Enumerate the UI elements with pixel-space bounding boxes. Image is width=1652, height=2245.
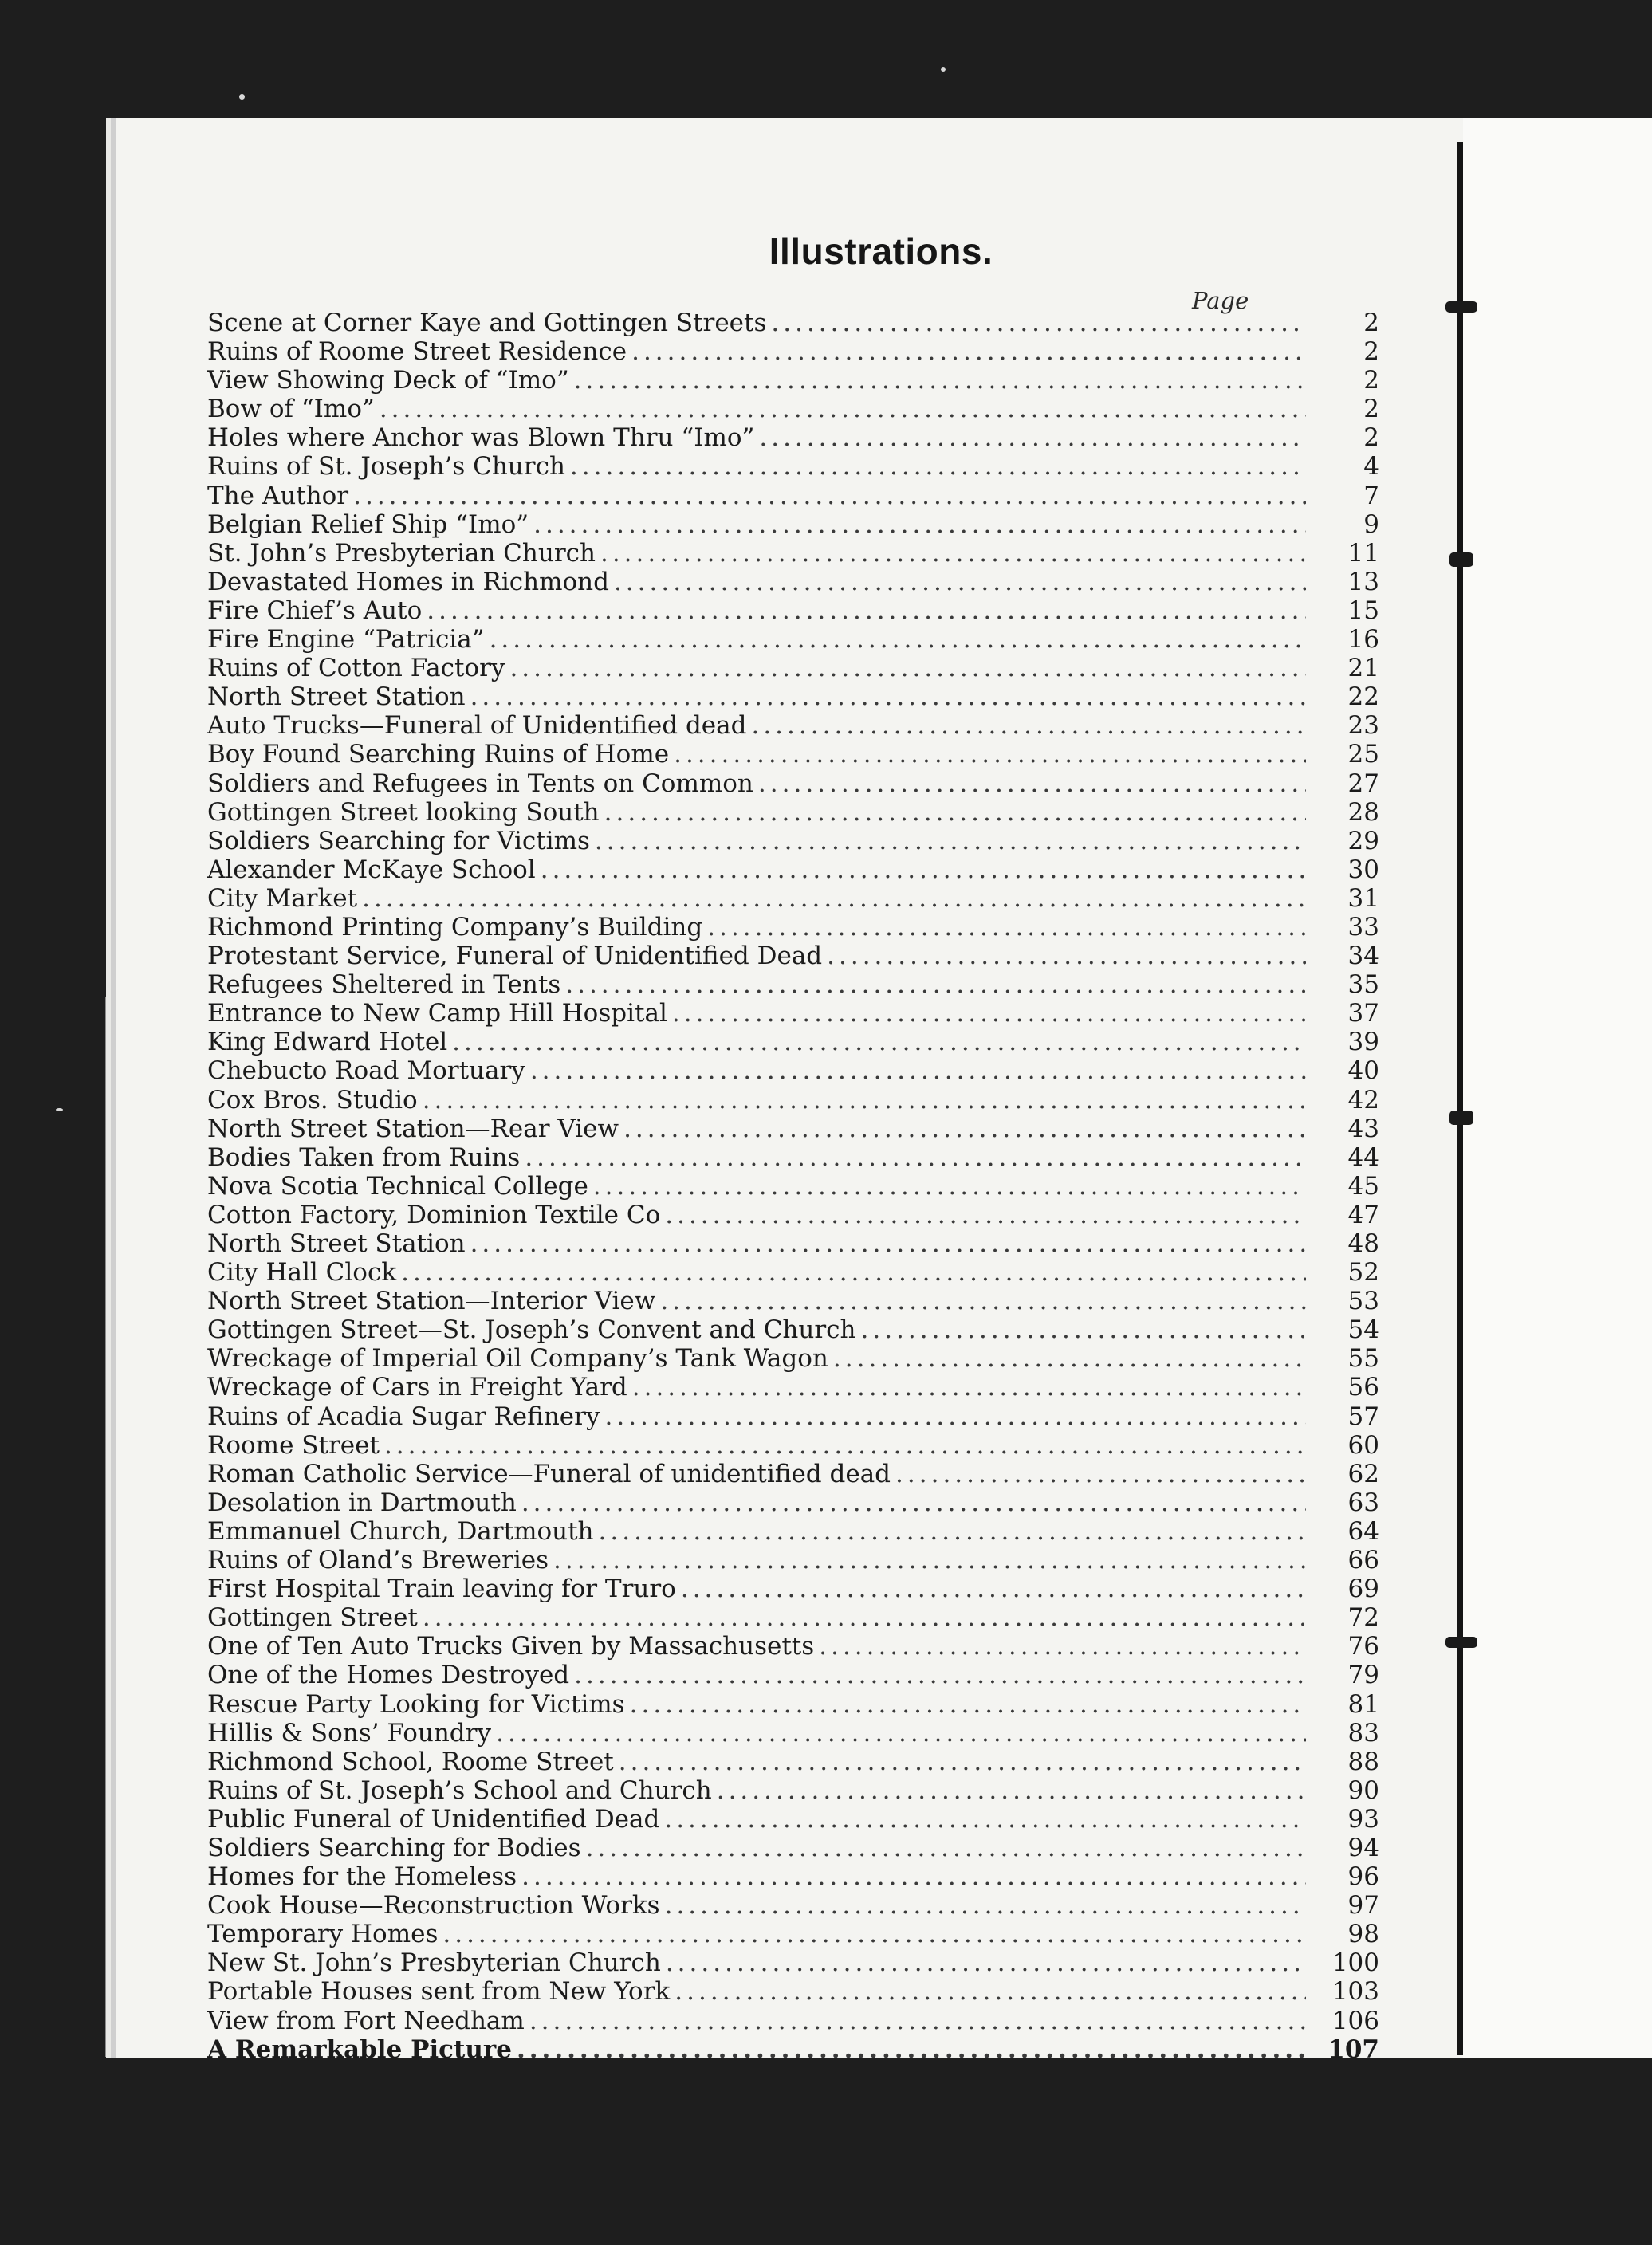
dot-leader: [565, 970, 1306, 999]
list-item: [207, 1862, 1379, 1891]
page-number: 37: [1347, 999, 1379, 1028]
list-item: [207, 913, 1379, 942]
page-number: 43: [1347, 1114, 1379, 1143]
dot-leader: [666, 1948, 1306, 1977]
dot-leader: [614, 568, 1306, 596]
list-item: [207, 423, 1379, 452]
dot-leader: [442, 1920, 1306, 1948]
page-number: 31: [1347, 883, 1379, 913]
list-item: [207, 1517, 1379, 1546]
page-number: 25: [1347, 740, 1379, 769]
list-item: [207, 337, 1379, 366]
list-item: [207, 1287, 1379, 1315]
illustration-title: Cotton Factory, Dominion Textile Co: [207, 1200, 661, 1229]
illustration-title: St. John’s Presbyterian Church: [207, 538, 596, 568]
page-number: 96: [1347, 1862, 1379, 1892]
adjacent-page: [1463, 118, 1652, 2058]
list-item: [207, 1661, 1379, 1689]
page-number: 98: [1347, 1920, 1379, 1949]
dot-leader: [586, 1834, 1306, 1862]
book-page: [116, 118, 1652, 2064]
page-number: 90: [1347, 1775, 1379, 1805]
illustration-title: Emmanuel Church, Dartmouth: [207, 1516, 594, 1546]
dot-leader: [751, 711, 1306, 740]
illustration-title: A Remarkable Picture: [207, 2035, 512, 2064]
illustration-title: One of the Homes Destroyed: [207, 1661, 570, 1690]
illustration-title: North Street Station—Interior View: [207, 1287, 656, 1316]
dot-leader: [541, 855, 1306, 884]
list-item: [207, 1115, 1379, 1143]
list-item: [207, 884, 1379, 913]
page-number: 103: [1331, 1977, 1379, 2007]
list-item: [207, 855, 1379, 884]
list-item: [207, 1028, 1379, 1056]
list-item: [207, 1977, 1379, 2006]
dot-leader: [423, 1086, 1306, 1115]
list-item: [207, 1805, 1379, 1834]
list-item: [207, 942, 1379, 970]
list-item: [207, 1834, 1379, 1862]
page-number: 13: [1347, 567, 1379, 596]
dot-leader: [530, 1056, 1306, 1085]
page-title: Illustrations.: [769, 230, 993, 272]
dot-leader: [470, 1229, 1306, 1258]
page-number: 4: [1363, 452, 1379, 482]
dot-leader: [771, 309, 1306, 337]
page-number: 107: [1328, 2035, 1379, 2064]
dot-leader: [595, 827, 1306, 855]
illustration-title: Devastated Homes in Richmond: [207, 567, 609, 596]
page-number: 44: [1347, 1142, 1379, 1172]
illustration-title: Rescue Party Looking for Victims: [207, 1689, 625, 1719]
illustration-title: Gottingen Street—St. Joseph’s Convent and Church: [207, 1315, 856, 1345]
page-number: 21: [1347, 654, 1379, 683]
page-number: 93: [1347, 1804, 1379, 1834]
page-number: 2: [1363, 395, 1379, 424]
page-number: 57: [1347, 1402, 1379, 1431]
dot-leader: [895, 1460, 1306, 1488]
list-item: [207, 1603, 1379, 1632]
dot-leader: [759, 423, 1306, 452]
illustration-title: Roman Catholic Service—Funeral of unidentified dead: [207, 1459, 891, 1488]
dot-leader: [758, 769, 1306, 798]
list-item: [207, 1690, 1379, 1719]
page-number: 11: [1347, 538, 1379, 568]
illustration-title: First Hospital Train leaving for Truro: [207, 1575, 676, 1604]
page-number: 34: [1347, 942, 1379, 971]
dust-speck: [56, 1108, 63, 1111]
list-item: [207, 1258, 1379, 1287]
page-number: 33: [1347, 912, 1379, 942]
list-item: [207, 366, 1379, 395]
illustration-title: Desolation in Dartmouth: [207, 1488, 517, 1517]
page-number: 28: [1347, 797, 1379, 827]
page-number: 79: [1347, 1661, 1379, 1690]
illustration-title: Belgian Relief Ship “Imo”: [207, 509, 529, 539]
illustration-title: Cook House—Reconstruction Works: [207, 1891, 660, 1921]
list-item: [207, 1143, 1379, 1172]
illustration-title: Ruins of Acadia Sugar Refinery: [207, 1402, 600, 1431]
list-item: [207, 1748, 1379, 1776]
dot-leader: [574, 366, 1306, 395]
list-item: [207, 999, 1379, 1028]
list-item: [207, 1891, 1379, 1920]
illustration-title: One of Ten Auto Trucks Given by Massachusetts: [207, 1632, 815, 1661]
illustration-title: Bodies Taken from Ruins: [207, 1142, 521, 1172]
illustration-title: Richmond School, Roome Street: [207, 1747, 614, 1776]
illustration-title: North Street Station: [207, 682, 466, 712]
list-item: [207, 1776, 1379, 1805]
dot-leader: [717, 1776, 1306, 1805]
list-item: [207, 1344, 1379, 1373]
page-number: 15: [1347, 596, 1379, 625]
page-number: 72: [1347, 1603, 1379, 1633]
page-number: 60: [1347, 1430, 1379, 1460]
list-item: [207, 568, 1379, 596]
page-number: 64: [1347, 1516, 1379, 1546]
dot-leader: [619, 1748, 1306, 1776]
illustration-title: New St. John’s Presbyterian Church: [207, 1948, 661, 1978]
page-column-label: Page: [1192, 287, 1249, 314]
page-number: 45: [1347, 1171, 1379, 1201]
illustration-title: Richmond Printing Company’s Building: [207, 912, 703, 942]
page-number: 54: [1347, 1315, 1379, 1345]
dot-leader: [672, 999, 1306, 1028]
illustration-title: View Showing Deck of “Imo”: [207, 366, 569, 395]
dot-leader: [401, 1258, 1306, 1287]
page-number: 63: [1347, 1488, 1379, 1517]
dot-leader: [599, 1517, 1306, 1546]
dot-leader: [604, 1402, 1306, 1431]
page-number: 55: [1347, 1344, 1379, 1374]
dot-leader: [529, 2007, 1306, 2035]
dust-speck: [941, 67, 946, 72]
illustration-title: Refugees Sheltered in Tents: [207, 970, 561, 1000]
page-number: 100: [1331, 1948, 1379, 1978]
illustration-title: Fire Chief’s Auto: [207, 596, 423, 625]
page-number: 53: [1347, 1287, 1379, 1316]
dot-leader: [525, 1143, 1306, 1172]
page-number: 39: [1347, 1028, 1379, 1057]
illustration-title: North Street Station—Rear View: [207, 1114, 620, 1143]
illustration-title: King Edward Hotel: [207, 1028, 448, 1057]
page-number: 27: [1347, 769, 1379, 798]
illustration-title: Soldiers and Refugees in Tents on Common: [207, 769, 753, 798]
illustration-title: Fire Engine “Patricia”: [207, 625, 485, 655]
list-item: [207, 596, 1379, 625]
binding-staple-icon: [1446, 1637, 1477, 1648]
page-number: 9: [1363, 509, 1379, 539]
illustration-title: Ruins of Roome Street Residence: [207, 337, 627, 367]
page-number: 88: [1347, 1747, 1379, 1776]
dot-leader: [384, 1431, 1306, 1460]
list-item: [207, 395, 1379, 423]
dot-leader: [517, 2035, 1306, 2064]
illustration-title: North Street Station: [207, 1229, 466, 1258]
page-number: 2: [1363, 309, 1379, 337]
dot-leader: [452, 1028, 1306, 1056]
list-item: [207, 1920, 1379, 1948]
list-item: [207, 1315, 1379, 1344]
list-item: [207, 1431, 1379, 1460]
page-number: 16: [1347, 625, 1379, 655]
list-item: [207, 1948, 1379, 1977]
binding-staple-icon: [1446, 301, 1477, 313]
dot-leader: [660, 1287, 1306, 1315]
list-item: [207, 654, 1379, 682]
illustration-title: Protestant Service, Funeral of Unidentified Dead: [207, 942, 823, 971]
dot-leader: [496, 1719, 1306, 1748]
dot-leader: [819, 1632, 1306, 1661]
dot-leader: [470, 682, 1306, 711]
list-item: [207, 711, 1379, 740]
dot-leader: [353, 482, 1306, 510]
list-item: [207, 1719, 1379, 1748]
illustration-title: Hillis & Sons’ Foundry: [207, 1718, 491, 1748]
dot-leader: [674, 740, 1306, 769]
page-number: 66: [1347, 1546, 1379, 1575]
dot-leader: [665, 1201, 1306, 1229]
binding-gutter: [1457, 142, 1463, 2055]
list-item: [207, 1201, 1379, 1229]
dot-leader: [665, 1891, 1306, 1920]
dot-leader: [362, 884, 1306, 913]
illustration-title: Soldiers Searching for Victims: [207, 826, 590, 855]
illustration-title: Nova Scotia Technical College: [207, 1171, 588, 1201]
page-number: 97: [1347, 1891, 1379, 1921]
list-item: [207, 970, 1379, 999]
page-number: 2: [1363, 423, 1379, 453]
dot-leader: [604, 798, 1306, 827]
list-item: [207, 1373, 1379, 1402]
page-number: 30: [1347, 855, 1379, 884]
illustration-title: Entrance to New Camp Hill Hospital: [207, 999, 667, 1028]
illustration-title: Ruins of St. Joseph’s Church: [207, 452, 565, 482]
dot-leader: [600, 539, 1306, 568]
dot-leader: [631, 337, 1306, 366]
list-item: [207, 309, 1379, 337]
dot-leader: [533, 510, 1306, 539]
illustration-title: City Hall Clock: [207, 1258, 397, 1288]
illustration-title: Ruins of St. Joseph’s School and Church: [207, 1775, 712, 1805]
illustration-title: The Author: [207, 481, 349, 510]
page-number: 56: [1347, 1373, 1379, 1402]
list-item: [207, 2035, 1379, 2064]
page-number: 81: [1347, 1689, 1379, 1719]
dot-leader: [380, 395, 1306, 423]
binding-staple-icon: [1449, 1111, 1473, 1125]
illustration-title: Gottingen Street looking South: [207, 797, 600, 827]
illustration-title: Auto Trucks—Funeral of Unidentified dead: [207, 711, 747, 741]
list-item: [207, 452, 1379, 481]
list-item: [207, 1172, 1379, 1201]
list-item: [207, 1460, 1379, 1488]
dot-leader: [509, 654, 1306, 682]
list-item: [207, 798, 1379, 827]
illustration-title: Wreckage of Imperial Oil Company’s Tank Wagon: [207, 1344, 828, 1374]
dot-leader: [574, 1661, 1306, 1689]
list-item: [207, 769, 1379, 798]
list-item: [207, 827, 1379, 855]
illustration-title: Alexander McKaye School: [207, 855, 536, 884]
page-number: 62: [1347, 1459, 1379, 1488]
dot-leader: [664, 1805, 1306, 1834]
illustration-title: Scene at Corner Kaye and Gottingen Streets: [207, 309, 767, 337]
illustration-title: Gottingen Street: [207, 1603, 418, 1633]
page-number: 23: [1347, 711, 1379, 741]
illustration-title: Portable Houses sent from New York: [207, 1977, 671, 2007]
dot-leader: [490, 625, 1306, 654]
dot-leader: [570, 452, 1306, 481]
illustration-title: Homes for the Homeless: [207, 1862, 517, 1892]
list-item: [207, 625, 1379, 654]
page-number: 106: [1331, 2006, 1379, 2035]
illustration-title: Holes where Anchor was Blown Thru “Imo”: [207, 423, 755, 453]
page-number: 52: [1347, 1258, 1379, 1288]
page-number: 76: [1347, 1632, 1379, 1661]
page-number: 69: [1347, 1575, 1379, 1604]
page-number: 48: [1347, 1229, 1379, 1258]
illustration-title: Boy Found Searching Ruins of Home: [207, 740, 670, 769]
list-item: [207, 682, 1379, 711]
list-item: [207, 1546, 1379, 1575]
dot-leader: [675, 1977, 1306, 2006]
list-item: [207, 1086, 1379, 1115]
illustration-title: Ruins of Cotton Factory: [207, 654, 505, 683]
illustration-title: Chebucto Road Mortuary: [207, 1056, 525, 1086]
illustration-title: City Market: [207, 883, 358, 913]
page-number: 47: [1347, 1200, 1379, 1229]
list-item: [207, 1402, 1379, 1431]
dot-leader: [707, 913, 1306, 942]
binding-staple-icon: [1449, 552, 1473, 567]
list-item: [207, 1575, 1379, 1603]
list-item: [207, 1229, 1379, 1258]
illustration-title: View from Fort Needham: [207, 2006, 525, 2035]
list-item: [207, 539, 1379, 568]
illustration-title: Cox Bros. Studio: [207, 1085, 418, 1115]
illustration-title: Roome Street: [207, 1430, 380, 1460]
illustration-title: Bow of “Imo”: [207, 395, 375, 424]
dot-leader: [427, 596, 1306, 625]
list-item: [207, 1632, 1379, 1661]
list-item: [207, 1056, 1379, 1085]
dot-leader: [521, 1862, 1306, 1891]
book-page-edge: [105, 997, 116, 2057]
page-number: 2: [1363, 366, 1379, 395]
page-number: 29: [1347, 826, 1379, 855]
list-item: [207, 482, 1379, 510]
dot-leader: [861, 1315, 1307, 1344]
page-number: 2: [1363, 337, 1379, 367]
illustration-title: Soldiers Searching for Bodies: [207, 1833, 581, 1862]
page-number: 40: [1347, 1056, 1379, 1086]
page-number: 42: [1347, 1085, 1379, 1115]
dot-leader: [827, 942, 1306, 970]
dot-leader: [623, 1115, 1306, 1143]
illustrations-list: [207, 309, 1379, 2064]
illustration-title: Ruins of Oland’s Breweries: [207, 1546, 549, 1575]
page-number: 22: [1347, 682, 1379, 712]
page-number: 35: [1347, 970, 1379, 1000]
dot-leader: [630, 1690, 1306, 1719]
page-number: 83: [1347, 1718, 1379, 1748]
dot-leader: [553, 1546, 1306, 1575]
illustration-title: Wreckage of Cars in Freight Yard: [207, 1373, 627, 1402]
illustration-title: Temporary Homes: [207, 1920, 439, 1949]
list-item: [207, 510, 1379, 539]
dot-leader: [423, 1603, 1306, 1632]
page-number: 94: [1347, 1833, 1379, 1862]
dot-leader: [521, 1488, 1306, 1517]
dot-leader: [593, 1172, 1306, 1201]
dot-leader: [632, 1373, 1306, 1402]
dust-speck: [239, 94, 245, 100]
page-number: 7: [1363, 481, 1379, 510]
list-item: [207, 740, 1379, 769]
list-item: [207, 1488, 1379, 1517]
dot-leader: [833, 1344, 1306, 1373]
illustration-title: Public Funeral of Unidentified Dead: [207, 1804, 660, 1834]
dot-leader: [681, 1575, 1306, 1603]
list-item: [207, 2007, 1379, 2035]
